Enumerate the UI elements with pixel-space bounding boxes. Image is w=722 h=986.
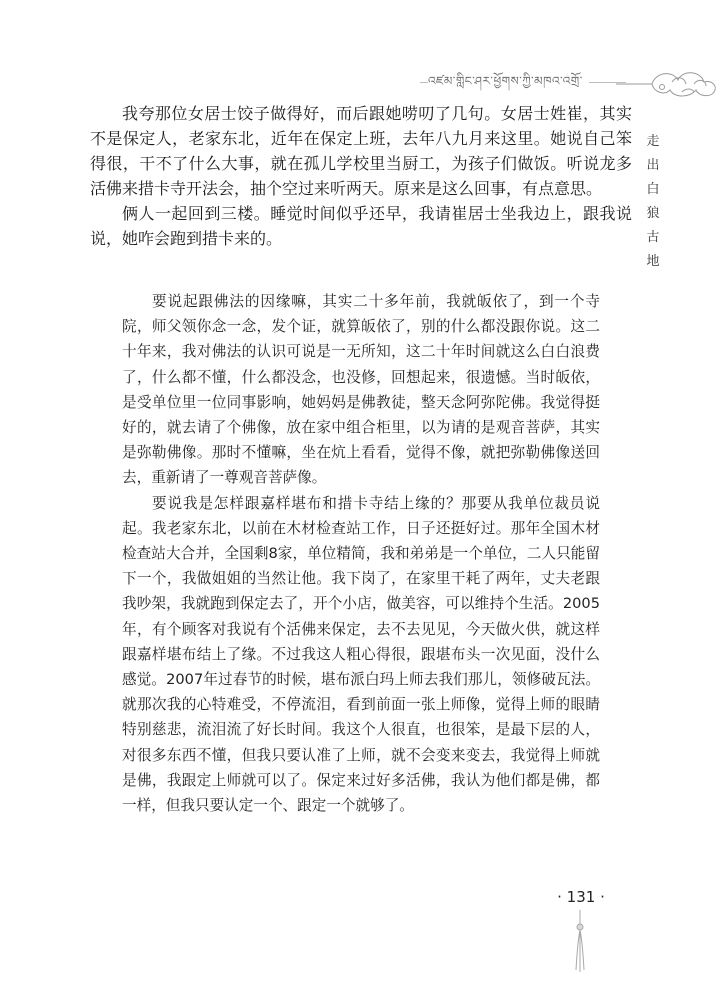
page-number: · 131 · (557, 888, 605, 906)
quoted-narrative (122, 289, 600, 818)
running-header (420, 62, 722, 102)
side-title-char: 白 (646, 182, 660, 197)
side-book-title (642, 130, 664, 274)
side-title-char: 出 (646, 158, 660, 173)
side-title-char: 狼 (646, 206, 660, 221)
quote-paragraph: 要说我是怎样跟嘉样堪布和措卡寺结上缘的？那要从我单位裁员说起。我老家东北，以前在木材检查站工作，日子还挺好过。那年全国木材检查站大合并，全国剩8家，单位精简，我和弟弟是一个单位，二人只能留下一个，我做姐姐的当然让他。我下岗了，在家里干耗了两年，丈夫老跟我吵架，我就跑到保定去了，开个小店，做美容，可以维持个生活。2005年，有个顾客对我说有个活佛来保定，去不去见见，今天做火供，就这样跟嘉样堪布结上了缘。不过我这人粗心得很，跟堪布头一次见面，没什么感觉。2007年过春节的时候，堪布派白玛上师去我们那儿，领修破瓦法。就那次我的心特难受，不停流泪，看到前面一张上师像，觉得上师的眼睛特别慈悲，流泪流了好长时间。我这个人很直，也很笨，是最下层的人，对很多东西不懂，但我只要认准了上师，就不会变来变去，我觉得上师就是佛，我跟定上师就可以了。保定来过好多活佛，我认为他们都是佛，都一样，但我只要认定一个、跟定一个就够了。 (122, 494, 600, 815)
quote-paragraph: 要说起跟佛法的因缘嘛，其实二十多年前，我就皈依了，到一个寺院，师父领你念一念，发个证，就算皈依了，别的什么都没跟你说。这二十年来，我对佛法的认识可说是一无所知，这二十年时间就这么白白浪费了，什么都不懂，什么都没念，也没修，回想起来，很遗憾。当时皈依，是受单位里一位同事影响，她妈妈是佛教徒，整天念阿弥陀佛。我觉得挺好的，就去请了个佛像，放在家中组合柜里，以为请的是观音菩萨，其实是弥勒佛像。那时不懂嘛，坐在炕上看看，觉得不像，就把弥勒佛像送回去，重新请了一尊观音菩萨像。 (122, 293, 600, 487)
side-title-char: 地 (646, 254, 660, 269)
side-title-char: 古 (646, 230, 660, 245)
header-tibetan-text: འཛམ་གླིང་ཤར་ཕྱོགས་ཀྱི་མཁའ་འགྲོ་ (428, 68, 589, 102)
side-title-char: 走 (646, 134, 660, 149)
cloud-ornament-icon (612, 62, 722, 102)
body-paragraph: 俩人一起回到三楼。睡觉时间似乎还早，我请崔居士坐我边上，跟我说说，她咋会跑到措卡来的。 (90, 204, 632, 248)
page-footer (540, 888, 640, 978)
main-body-text (90, 101, 632, 251)
body-paragraph: 我夸那位女居士饺子做得好，而后跟她唠叨了几句。女居士姓崔，其实不是保定人，老家东北，近年在保定上班，去年八九月来这里。她说自己笨得很，干不了什么大事，就在孤儿学校里当厨工，为孩子们做饭。听说龙多活佛来措卡寺开法会，抽个空过来听两天。原来是这么回事，有点意思。 (90, 104, 632, 198)
tassel-icon (568, 910, 592, 974)
